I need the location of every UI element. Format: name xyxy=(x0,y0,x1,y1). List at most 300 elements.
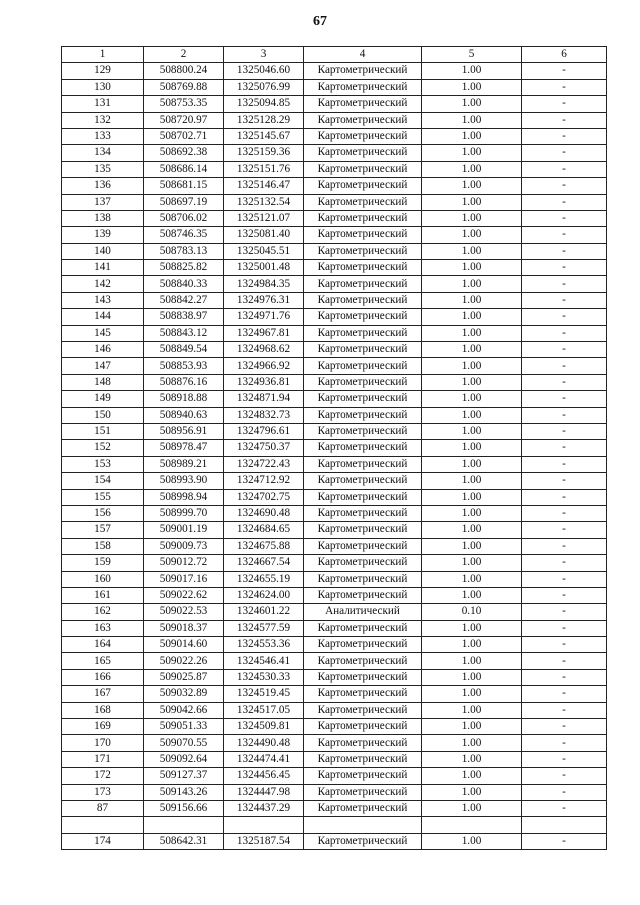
y-coordinate-cell: 1324971.76 xyxy=(224,309,304,325)
table-row xyxy=(62,637,607,653)
y-coordinate-cell: 1324702.75 xyxy=(224,489,304,505)
table-row xyxy=(62,178,607,194)
note-cell: - xyxy=(522,243,607,259)
note-cell: - xyxy=(522,374,607,390)
table-row xyxy=(62,358,607,374)
method-cell: Картометрический xyxy=(304,161,422,177)
method-cell: Картометрический xyxy=(304,473,422,489)
note-cell: - xyxy=(522,391,607,407)
y-coordinate-cell: 1324546.41 xyxy=(224,653,304,669)
accuracy-cell: 1.00 xyxy=(422,407,522,423)
y-coordinate-cell: 1325045.51 xyxy=(224,243,304,259)
table-row xyxy=(62,391,607,407)
point-number-cell: 146 xyxy=(62,342,144,358)
x-coordinate-cell: 508838.97 xyxy=(144,309,224,325)
point-number-cell: 173 xyxy=(62,784,144,800)
point-number-cell: 131 xyxy=(62,96,144,112)
note-cell: - xyxy=(522,489,607,505)
y-coordinate-cell: 1325145.67 xyxy=(224,128,304,144)
table-row xyxy=(62,440,607,456)
table-row xyxy=(62,686,607,702)
point-number-cell: 140 xyxy=(62,243,144,259)
accuracy-cell: 1.00 xyxy=(422,391,522,407)
table-row xyxy=(62,227,607,243)
x-coordinate-cell: 509009.73 xyxy=(144,538,224,554)
y-coordinate-cell: 1325076.99 xyxy=(224,79,304,95)
accuracy-cell: 1.00 xyxy=(422,145,522,161)
note-cell: - xyxy=(522,686,607,702)
x-coordinate-cell: 509032.89 xyxy=(144,686,224,702)
y-coordinate-cell: 1324456.45 xyxy=(224,768,304,784)
accuracy-cell: 1.00 xyxy=(422,620,522,636)
method-cell: Картометрический xyxy=(304,702,422,718)
note-cell: - xyxy=(522,145,607,161)
accuracy-cell: 1.00 xyxy=(422,325,522,341)
method-cell: Картометрический xyxy=(304,79,422,95)
accuracy-cell: 1.00 xyxy=(422,587,522,603)
note-cell: - xyxy=(522,342,607,358)
point-number-cell: 148 xyxy=(62,374,144,390)
table-row xyxy=(62,702,607,718)
point-number-cell: 135 xyxy=(62,161,144,177)
accuracy-cell: 1.00 xyxy=(422,243,522,259)
table-row xyxy=(62,555,607,571)
note-cell: - xyxy=(522,538,607,554)
method-cell: Картометрический xyxy=(304,178,422,194)
method-cell: Картометрический xyxy=(304,358,422,374)
x-coordinate-cell: 508993.90 xyxy=(144,473,224,489)
note-cell: - xyxy=(522,227,607,243)
note-cell: - xyxy=(522,161,607,177)
y-coordinate-cell: 1324690.48 xyxy=(224,505,304,521)
method-cell: Картометрический xyxy=(304,145,422,161)
method-cell: Картометрический xyxy=(304,260,422,276)
x-coordinate-cell: 508706.02 xyxy=(144,210,224,226)
table-row xyxy=(62,768,607,784)
point-number-cell: 149 xyxy=(62,391,144,407)
header-cell: 2 xyxy=(144,47,224,63)
accuracy-cell: 1.00 xyxy=(422,555,522,571)
x-coordinate-cell: 508720.97 xyxy=(144,112,224,128)
y-coordinate-cell: 1325146.47 xyxy=(224,178,304,194)
table-row xyxy=(62,112,607,128)
accuracy-cell: 1.00 xyxy=(422,637,522,653)
point-number-cell: 132 xyxy=(62,112,144,128)
x-coordinate-cell: 508940.63 xyxy=(144,407,224,423)
y-coordinate-cell: 1324577.59 xyxy=(224,620,304,636)
method-cell: Картометрический xyxy=(304,489,422,505)
table-row xyxy=(62,571,607,587)
y-coordinate-cell xyxy=(224,817,304,833)
accuracy-cell: 1.00 xyxy=(422,538,522,554)
accuracy-cell: 1.00 xyxy=(422,358,522,374)
x-coordinate-cell: 508849.54 xyxy=(144,342,224,358)
method-cell: Картометрический xyxy=(304,587,422,603)
point-number-cell: 145 xyxy=(62,325,144,341)
page-number: 67 xyxy=(313,14,327,29)
table-row xyxy=(62,538,607,554)
point-number-cell: 87 xyxy=(62,800,144,816)
method-cell: Картометрический xyxy=(304,440,422,456)
note-cell: - xyxy=(522,210,607,226)
method-cell: Картометрический xyxy=(304,538,422,554)
point-number-cell: 151 xyxy=(62,423,144,439)
table-row xyxy=(62,407,607,423)
note-cell: - xyxy=(522,587,607,603)
x-coordinate-cell: 508876.16 xyxy=(144,374,224,390)
table-row xyxy=(62,456,607,472)
method-cell: Картометрический xyxy=(304,751,422,767)
point-number-cell: 172 xyxy=(62,768,144,784)
x-coordinate-cell: 509022.62 xyxy=(144,587,224,603)
accuracy-cell: 1.00 xyxy=(422,800,522,816)
note-cell: - xyxy=(522,751,607,767)
note-cell: - xyxy=(522,473,607,489)
accuracy-cell: 1.00 xyxy=(422,440,522,456)
accuracy-cell: 1.00 xyxy=(422,96,522,112)
method-cell: Картометрический xyxy=(304,325,422,341)
point-number-cell: 142 xyxy=(62,276,144,292)
accuracy-cell: 1.00 xyxy=(422,227,522,243)
method-cell: Аналитический xyxy=(304,604,422,620)
table-row xyxy=(62,489,607,505)
method-cell: Картометрический xyxy=(304,423,422,439)
header-cell: 4 xyxy=(304,47,422,63)
note-cell: - xyxy=(522,358,607,374)
table-row xyxy=(62,194,607,210)
accuracy-cell: 1.00 xyxy=(422,374,522,390)
method-cell: Картометрический xyxy=(304,784,422,800)
accuracy-cell: 1.00 xyxy=(422,833,522,849)
accuracy-cell: 1.00 xyxy=(422,719,522,735)
method-cell: Картометрический xyxy=(304,309,422,325)
note-cell: - xyxy=(522,505,607,521)
y-coordinate-cell: 1324976.31 xyxy=(224,292,304,308)
accuracy-cell: 1.00 xyxy=(422,260,522,276)
table-row xyxy=(62,587,607,603)
point-number-cell: 158 xyxy=(62,538,144,554)
point-number-cell: 137 xyxy=(62,194,144,210)
y-coordinate-cell: 1325132.54 xyxy=(224,194,304,210)
table-row xyxy=(62,309,607,325)
point-number-cell: 138 xyxy=(62,210,144,226)
method-cell xyxy=(304,817,422,833)
note-cell: - xyxy=(522,604,607,620)
accuracy-cell: 1.00 xyxy=(422,522,522,538)
method-cell: Картометрический xyxy=(304,505,422,521)
note-cell: - xyxy=(522,768,607,784)
note-cell: - xyxy=(522,620,607,636)
table-row xyxy=(62,292,607,308)
accuracy-cell: 1.00 xyxy=(422,768,522,784)
x-coordinate-cell: 509156.66 xyxy=(144,800,224,816)
method-cell: Картометрический xyxy=(304,833,422,849)
point-number-cell: 144 xyxy=(62,309,144,325)
y-coordinate-cell: 1324712.92 xyxy=(224,473,304,489)
accuracy-cell: 1.00 xyxy=(422,784,522,800)
x-coordinate-cell: 508697.19 xyxy=(144,194,224,210)
table-row xyxy=(62,817,607,833)
method-cell: Картометрический xyxy=(304,800,422,816)
accuracy-cell: 1.00 xyxy=(422,571,522,587)
point-number-cell: 153 xyxy=(62,456,144,472)
point-number-cell: 154 xyxy=(62,473,144,489)
accuracy-cell: 1.00 xyxy=(422,686,522,702)
accuracy-cell: 1.00 xyxy=(422,653,522,669)
method-cell: Картометрический xyxy=(304,227,422,243)
point-number-cell: 134 xyxy=(62,145,144,161)
accuracy-cell: 1.00 xyxy=(422,669,522,685)
note-cell: - xyxy=(522,309,607,325)
y-coordinate-cell: 1324936.81 xyxy=(224,374,304,390)
table-row xyxy=(62,342,607,358)
method-cell: Картометрический xyxy=(304,653,422,669)
point-number-cell: 147 xyxy=(62,358,144,374)
x-coordinate-cell: 508843.12 xyxy=(144,325,224,341)
table-row xyxy=(62,79,607,95)
table-row xyxy=(62,620,607,636)
accuracy-cell: 1.00 xyxy=(422,473,522,489)
method-cell: Картометрический xyxy=(304,63,422,79)
method-cell: Картометрический xyxy=(304,407,422,423)
note-cell: - xyxy=(522,128,607,144)
accuracy-cell: 1.00 xyxy=(422,194,522,210)
y-coordinate-cell: 1324966.92 xyxy=(224,358,304,374)
accuracy-cell: 1.00 xyxy=(422,489,522,505)
note-cell: - xyxy=(522,63,607,79)
method-cell: Картометрический xyxy=(304,456,422,472)
y-coordinate-cell: 1325001.48 xyxy=(224,260,304,276)
y-coordinate-cell: 1324509.81 xyxy=(224,719,304,735)
y-coordinate-cell: 1324490.48 xyxy=(224,735,304,751)
point-number-cell: 160 xyxy=(62,571,144,587)
x-coordinate-cell: 509012.72 xyxy=(144,555,224,571)
accuracy-cell: 1.00 xyxy=(422,112,522,128)
point-number-cell: 150 xyxy=(62,407,144,423)
accuracy-cell: 1.00 xyxy=(422,292,522,308)
x-coordinate-cell: 508825.82 xyxy=(144,260,224,276)
method-cell: Картометрический xyxy=(304,686,422,702)
x-coordinate-cell: 508918.88 xyxy=(144,391,224,407)
method-cell: Картометрический xyxy=(304,522,422,538)
note-cell: - xyxy=(522,79,607,95)
note-cell: - xyxy=(522,735,607,751)
table-row xyxy=(62,210,607,226)
table-row xyxy=(62,145,607,161)
y-coordinate-cell: 1324675.88 xyxy=(224,538,304,554)
accuracy-cell: 1.00 xyxy=(422,276,522,292)
accuracy-cell: 1.00 xyxy=(422,751,522,767)
table-row xyxy=(62,653,607,669)
y-coordinate-cell: 1324601.22 xyxy=(224,604,304,620)
x-coordinate-cell xyxy=(144,817,224,833)
note-cell: - xyxy=(522,637,607,653)
x-coordinate-cell: 509017.16 xyxy=(144,571,224,587)
y-coordinate-cell: 1324722.43 xyxy=(224,456,304,472)
x-coordinate-cell: 509092.64 xyxy=(144,751,224,767)
accuracy-cell: 1.00 xyxy=(422,342,522,358)
note-cell: - xyxy=(522,669,607,685)
y-coordinate-cell: 1325094.85 xyxy=(224,96,304,112)
x-coordinate-cell: 508998.94 xyxy=(144,489,224,505)
note-cell: - xyxy=(522,800,607,816)
point-number-cell: 157 xyxy=(62,522,144,538)
table-row xyxy=(62,63,607,79)
point-number-cell: 141 xyxy=(62,260,144,276)
x-coordinate-cell: 508853.93 xyxy=(144,358,224,374)
x-coordinate-cell: 508978.47 xyxy=(144,440,224,456)
accuracy-cell: 0.10 xyxy=(422,604,522,620)
method-cell: Картометрический xyxy=(304,391,422,407)
header-cell: 3 xyxy=(224,47,304,63)
point-number-cell: 168 xyxy=(62,702,144,718)
method-cell: Картометрический xyxy=(304,210,422,226)
accuracy-cell: 1.00 xyxy=(422,63,522,79)
method-cell: Картометрический xyxy=(304,342,422,358)
y-coordinate-cell: 1324968.62 xyxy=(224,342,304,358)
header-cell: 6 xyxy=(522,47,607,63)
method-cell: Картометрический xyxy=(304,669,422,685)
y-coordinate-cell: 1325151.76 xyxy=(224,161,304,177)
x-coordinate-cell: 508989.21 xyxy=(144,456,224,472)
table-row xyxy=(62,800,607,816)
note-cell: - xyxy=(522,292,607,308)
note-cell: - xyxy=(522,653,607,669)
note-cell: - xyxy=(522,423,607,439)
x-coordinate-cell: 508686.14 xyxy=(144,161,224,177)
y-coordinate-cell: 1324553.36 xyxy=(224,637,304,653)
x-coordinate-cell: 509022.53 xyxy=(144,604,224,620)
x-coordinate-cell: 508753.35 xyxy=(144,96,224,112)
x-coordinate-cell: 509042.66 xyxy=(144,702,224,718)
x-coordinate-cell: 508800.24 xyxy=(144,63,224,79)
y-coordinate-cell: 1325121.07 xyxy=(224,210,304,226)
x-coordinate-cell: 508681.15 xyxy=(144,178,224,194)
point-number-cell: 155 xyxy=(62,489,144,505)
y-coordinate-cell: 1325159.36 xyxy=(224,145,304,161)
y-coordinate-cell: 1324967.81 xyxy=(224,325,304,341)
coordinates-table xyxy=(61,46,607,850)
note-cell: - xyxy=(522,96,607,112)
table-body xyxy=(62,47,607,850)
point-number-cell: 164 xyxy=(62,637,144,653)
x-coordinate-cell: 508956.91 xyxy=(144,423,224,439)
x-coordinate-cell: 509051.33 xyxy=(144,719,224,735)
x-coordinate-cell: 509018.37 xyxy=(144,620,224,636)
accuracy-cell: 1.00 xyxy=(422,423,522,439)
x-coordinate-cell: 508702.71 xyxy=(144,128,224,144)
table-row xyxy=(62,784,607,800)
x-coordinate-cell: 509143.26 xyxy=(144,784,224,800)
note-cell: - xyxy=(522,440,607,456)
note-cell: - xyxy=(522,784,607,800)
accuracy-cell xyxy=(422,817,522,833)
x-coordinate-cell: 508746.35 xyxy=(144,227,224,243)
point-number-cell: 166 xyxy=(62,669,144,685)
method-cell: Картометрический xyxy=(304,555,422,571)
accuracy-cell: 1.00 xyxy=(422,128,522,144)
y-coordinate-cell: 1324984.35 xyxy=(224,276,304,292)
header-cell: 1 xyxy=(62,47,144,63)
method-cell: Картометрический xyxy=(304,194,422,210)
y-coordinate-cell: 1324667.54 xyxy=(224,555,304,571)
table-row xyxy=(62,505,607,521)
table-row xyxy=(62,161,607,177)
table-row xyxy=(62,260,607,276)
y-coordinate-cell: 1324684.65 xyxy=(224,522,304,538)
y-coordinate-cell: 1324530.33 xyxy=(224,669,304,685)
method-cell: Картометрический xyxy=(304,571,422,587)
point-number-cell: 167 xyxy=(62,686,144,702)
table-row xyxy=(62,669,607,685)
method-cell: Картометрический xyxy=(304,96,422,112)
accuracy-cell: 1.00 xyxy=(422,79,522,95)
point-number-cell: 161 xyxy=(62,587,144,603)
method-cell: Картометрический xyxy=(304,719,422,735)
x-coordinate-cell: 509001.19 xyxy=(144,522,224,538)
point-number-cell xyxy=(62,817,144,833)
y-coordinate-cell: 1325187.54 xyxy=(224,833,304,849)
note-cell: - xyxy=(522,194,607,210)
method-cell: Картометрический xyxy=(304,637,422,653)
x-coordinate-cell: 508999.70 xyxy=(144,505,224,521)
method-cell: Картометрический xyxy=(304,276,422,292)
y-coordinate-cell: 1324655.19 xyxy=(224,571,304,587)
y-coordinate-cell: 1324796.61 xyxy=(224,423,304,439)
x-coordinate-cell: 508842.27 xyxy=(144,292,224,308)
point-number-cell: 133 xyxy=(62,128,144,144)
point-number-cell: 169 xyxy=(62,719,144,735)
note-cell: - xyxy=(522,833,607,849)
table-row xyxy=(62,751,607,767)
y-coordinate-cell: 1324750.37 xyxy=(224,440,304,456)
point-number-cell: 139 xyxy=(62,227,144,243)
method-cell: Картометрический xyxy=(304,292,422,308)
method-cell: Картометрический xyxy=(304,128,422,144)
y-coordinate-cell: 1325046.60 xyxy=(224,63,304,79)
note-cell: - xyxy=(522,555,607,571)
header-cell: 5 xyxy=(422,47,522,63)
table-row xyxy=(62,719,607,735)
point-number-cell: 143 xyxy=(62,292,144,308)
accuracy-cell: 1.00 xyxy=(422,210,522,226)
table-row xyxy=(62,522,607,538)
note-cell: - xyxy=(522,325,607,341)
y-coordinate-cell: 1324871.94 xyxy=(224,391,304,407)
x-coordinate-cell: 508642.31 xyxy=(144,833,224,849)
accuracy-cell: 1.00 xyxy=(422,309,522,325)
point-number-cell: 163 xyxy=(62,620,144,636)
y-coordinate-cell: 1324437.29 xyxy=(224,800,304,816)
point-number-cell: 130 xyxy=(62,79,144,95)
accuracy-cell: 1.00 xyxy=(422,456,522,472)
table-row xyxy=(62,735,607,751)
accuracy-cell: 1.00 xyxy=(422,702,522,718)
note-cell: - xyxy=(522,178,607,194)
table-row xyxy=(62,243,607,259)
method-cell: Картометрический xyxy=(304,768,422,784)
table-row xyxy=(62,96,607,112)
y-coordinate-cell: 1324519.45 xyxy=(224,686,304,702)
x-coordinate-cell: 509127.37 xyxy=(144,768,224,784)
method-cell: Картометрический xyxy=(304,374,422,390)
note-cell: - xyxy=(522,571,607,587)
table-row xyxy=(62,604,607,620)
point-number-cell: 156 xyxy=(62,505,144,521)
accuracy-cell: 1.00 xyxy=(422,735,522,751)
method-cell: Картометрический xyxy=(304,112,422,128)
x-coordinate-cell: 509025.87 xyxy=(144,669,224,685)
